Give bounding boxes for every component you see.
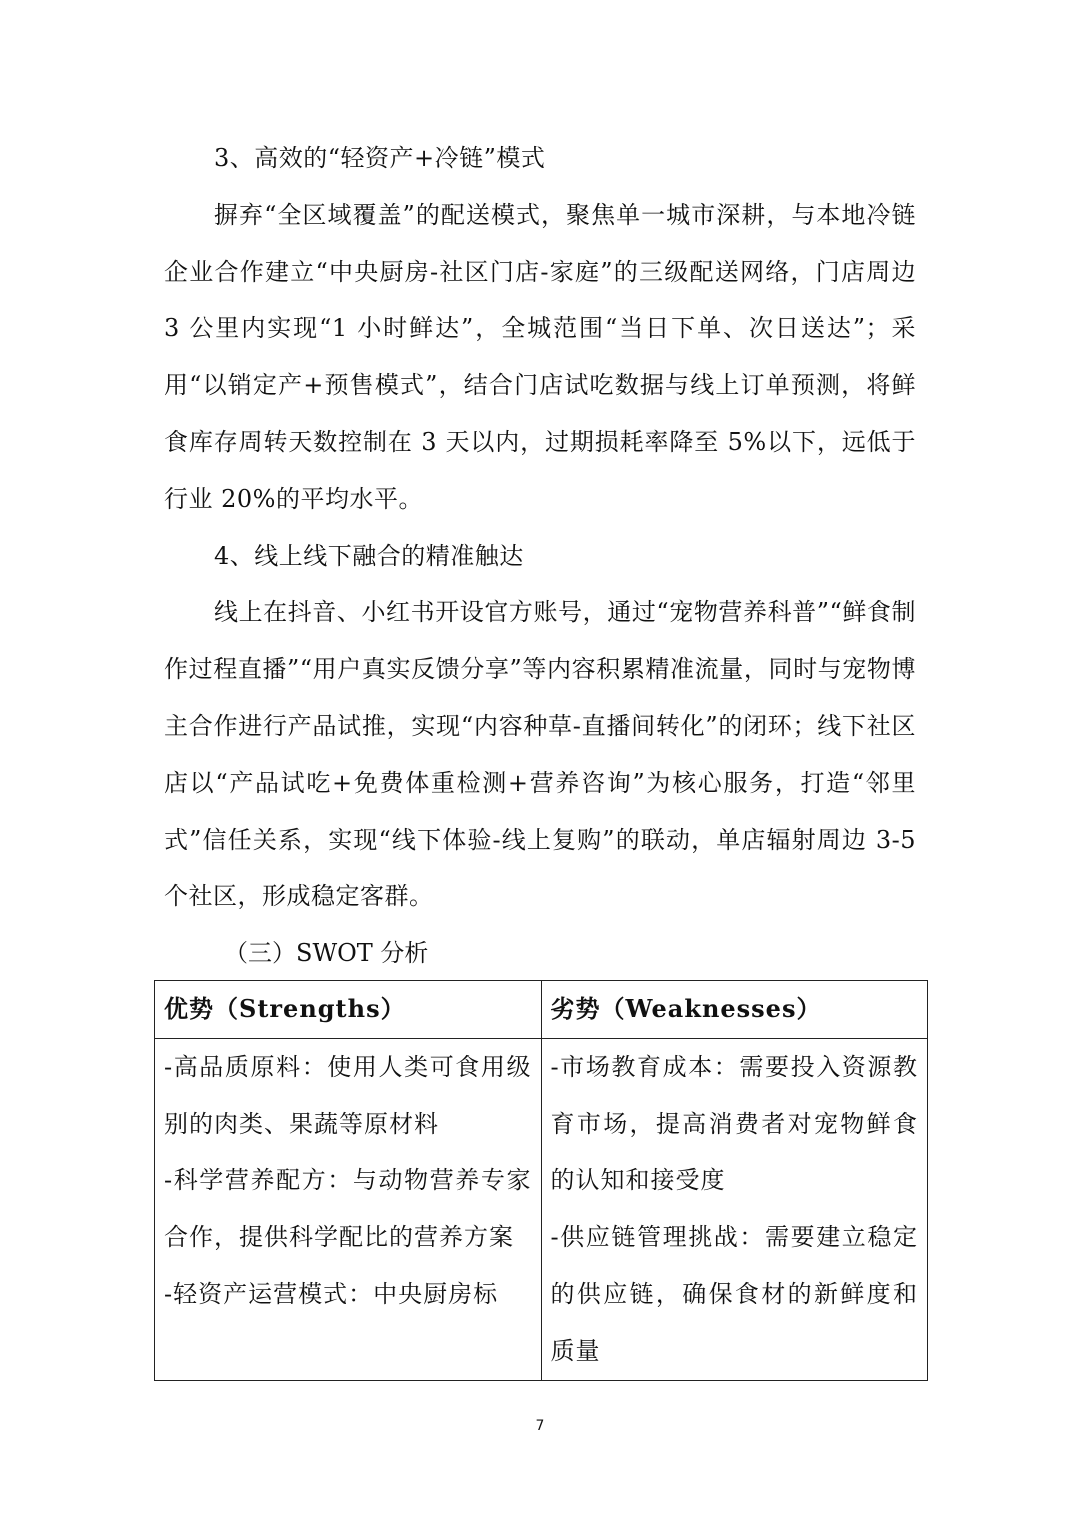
strength-item: -轻资产运营模式：中央厨房标 [164, 1279, 499, 1308]
strength-item: -科学营养配方：与动物营养专家合作，提供科学配比的营养方案 [164, 1166, 532, 1252]
weaknesses-header: 劣势（Weaknesses） [541, 981, 928, 1039]
section-4-paragraph: 线上在抖音、小红书开设官方账号，通过“宠物营养科普”“鲜食制作过程直播”“用户真实反馈分享”等内容积累精准流量，同时与宠物博主合作进行产品试推，实现“内容种草-直播间转化”的闭环；线下社区店以“产品试吃+免费体重检测+营养咨询”为核心服务，打造“邻里式”信任关系，实现“线下体验-线上复购”的联动，单店辐射周边 3-5 个社区，形成稳定客群。 [164, 598, 916, 911]
swot-section-title: （三）SWOT 分析 [224, 939, 429, 968]
page-number: 7 [535, 1418, 545, 1434]
section-3-heading: 3、高效的“轻资产+冷链”模式 [214, 144, 546, 172]
weakness-item: -市场教育成本：需要投入资源教育市场，提高消费者对宠物鲜食的认知和接受度 [550, 1052, 918, 1195]
document-body [164, 130, 916, 982]
strengths-header: 优势（Strengths） [155, 981, 542, 1039]
section-4-heading: 4、线上线下融合的精准触达 [214, 541, 524, 570]
swot-content-row [155, 1038, 928, 1380]
swot-table [154, 980, 928, 1381]
swot-header-row [155, 981, 928, 1039]
strengths-cell [155, 1038, 542, 1380]
strength-item: -高品质原料：使用人类可食用级别的肉类、果蔬等原材料 [164, 1052, 532, 1138]
weakness-item: -供应链管理挑战：需要建立稳定的供应链，确保食材的新鲜度和质量 [550, 1223, 918, 1365]
weaknesses-cell [541, 1038, 928, 1380]
section-3-paragraph: 摒弃“全区域覆盖”的配送模式，聚焦单一城市深耕，与本地冷链企业合作建立“中央厨房-社区门店-家庭”的三级配送网络，门店周边 3 公里内实现“1 小时鲜达”，全城范围“当日下单、次日送达”；采用“以销定产+预售模式”，结合门店试吃数据与线上订单预测，将鲜食库存周转天数控制在 3 天以内，过期损耗率降至 5%以下，远低于行业 20%的平均水平。 [164, 200, 916, 513]
